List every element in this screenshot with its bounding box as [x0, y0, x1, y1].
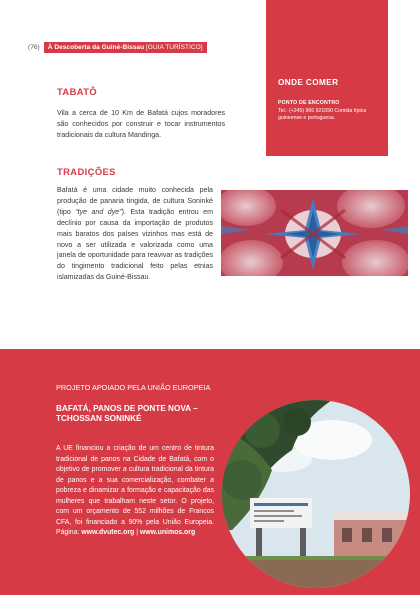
- restaurant-name: PONTO DE ENCONTRO: [278, 100, 340, 106]
- traditions-text-part: Bafatá é uma cidade muito conhecida pela produção de panaria tingida, de cultura Soninké (tipo: [57, 186, 213, 216]
- tabato-text: Vila a cerca de 10 Km de Bafatá cujos moradores são conhecidos por construir e tocar instrumentos tradicionais da cultura Mandinga.: [57, 109, 225, 139]
- tie-dye-term: “tye and dye”: [75, 207, 122, 216]
- tie-dye-fabric-image: [221, 190, 408, 276]
- page-header: [28, 41, 207, 53]
- link-separator: |: [136, 529, 138, 536]
- tabato-title: TABATÔ: [57, 86, 98, 97]
- dvutec-link[interactable]: www.dvutec.org: [81, 529, 135, 536]
- eu-project-title: BAFATÁ, PANOS DE PONTE NOVA – TCHOSSAN SONINKÉ: [56, 404, 198, 424]
- restaurant-details: Tel.: (+245) 966 921690 Comida típica guineense e portuguesa.: [278, 108, 367, 121]
- links-label: Página:: [56, 529, 80, 536]
- where-to-eat-box: [266, 0, 388, 156]
- eu-project-description: A UE financiou a criação de um centro de tintura tradicional de panos na Cidade de Bafatá, com o objetivo de promover a cultura tradicional da tintura de panos e a sua comercialização, combater a pobreza e dinamizar a formação e capacitação das mulheres que trabalham neste setor. O projeto, com um orçamento de 552 milhões de Francos CFA, foi financiado a 90% pela União Europeia.: [56, 445, 214, 526]
- eu-project-label: PROJETO APOIADO PELA UNIÃO EUROPEIA: [56, 383, 211, 392]
- traditions-title: TRADIÇÕES: [57, 166, 116, 177]
- traditions-text: [57, 185, 213, 283]
- page-number: (76): [28, 43, 40, 51]
- where-to-eat-title: ONDE COMER: [278, 78, 339, 87]
- traditions-text-part: ). Esta tradição entrou em declínio por causa da importação de produtos mais baratos dos países vizinhos mas está de novo a ser utilizada e valorizada como uma janela de oportunidade para reavivar as tradições do tingimento tradicional feito pelas etnias islamizadas da Guiné-Bissau.: [57, 207, 214, 282]
- eu-project-text: [56, 444, 214, 539]
- guide-title-badge: [44, 42, 207, 53]
- guide-subtitle: [GUIA TURÍSTICO]: [145, 43, 203, 51]
- unimos-link[interactable]: www.unimos.org: [139, 529, 196, 536]
- guide-title: À Descoberta da Guiné-Bissau: [47, 43, 145, 51]
- dye-center-photo: [222, 400, 410, 588]
